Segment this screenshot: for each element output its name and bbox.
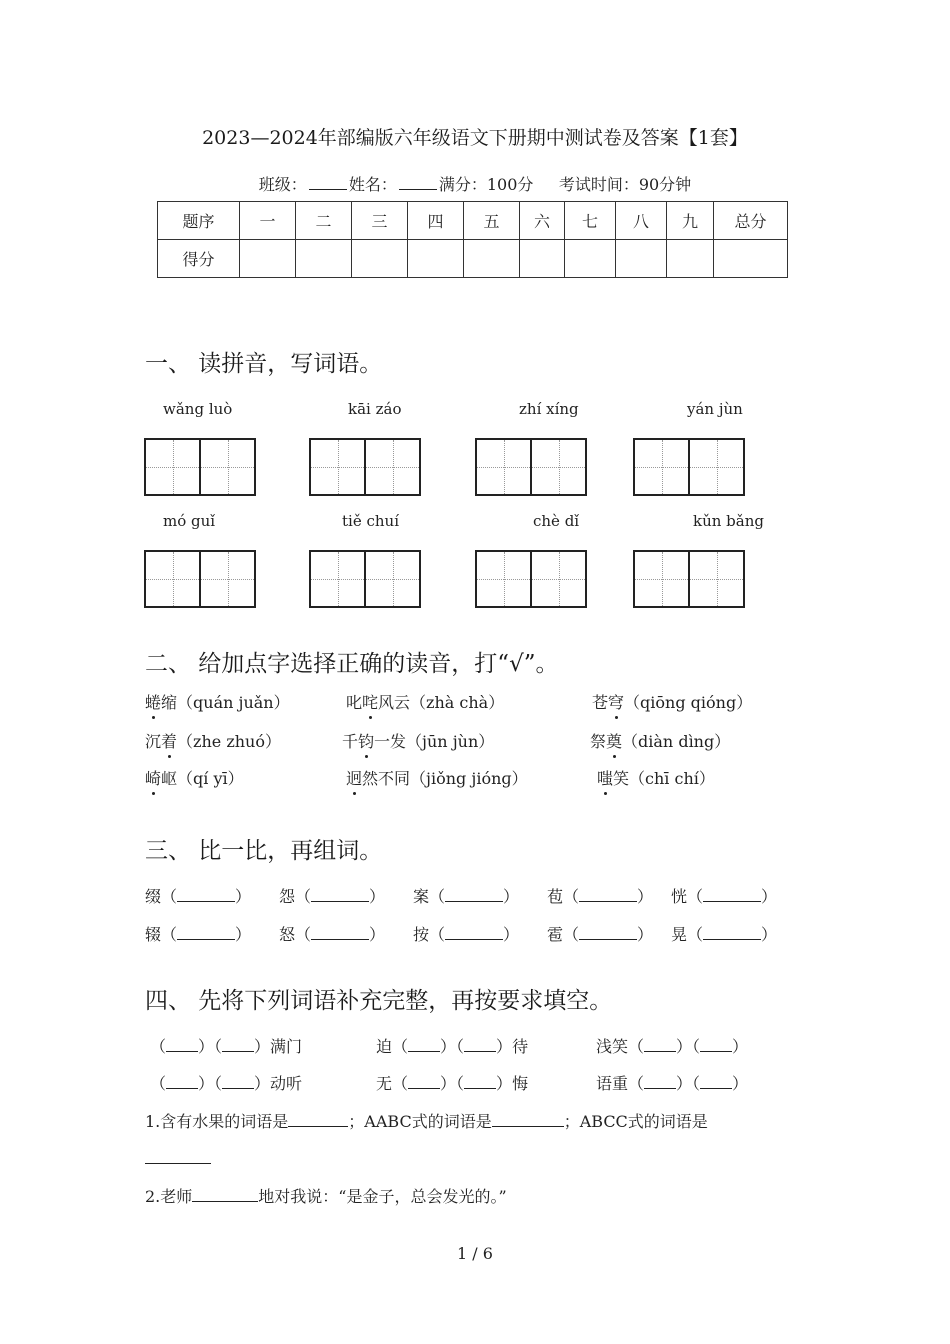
table-cell: 六	[520, 202, 565, 240]
reading-item[interactable]: 蜷缩（quán juǎn）	[145, 690, 290, 713]
score-input-cell[interactable]	[714, 240, 788, 278]
pinyin-label: kǔn bǎng	[693, 512, 764, 530]
writing-grid[interactable]	[633, 438, 745, 496]
writing-grid[interactable]	[633, 550, 745, 608]
section1-heading: 一、 读拼音，写词语。	[145, 351, 383, 377]
idiom-item[interactable]: 语重（ ）（ ）	[596, 1074, 749, 1093]
idiom-item[interactable]: （ ）（ ）动听	[150, 1074, 303, 1093]
reading-item[interactable]: 叱咤风云（zhà chà）	[346, 690, 504, 713]
table-cell: 二	[296, 202, 352, 240]
table-cell: 得分	[158, 240, 240, 278]
name-label: 姓名：	[348, 175, 397, 194]
exam-time: 考试时间：90分钟	[558, 175, 692, 194]
question-2: 2.老师 地对我说：“是金子，总会发光的。”	[145, 1187, 507, 1206]
reading-item[interactable]: 苍穹（qiōng qióng）	[592, 690, 752, 713]
table-cell: 题序	[158, 202, 240, 240]
writing-grid[interactable]	[475, 438, 587, 496]
idiom-item[interactable]: 迫（ ）（ ）待	[376, 1037, 529, 1056]
score-input-cell[interactable]	[464, 240, 520, 278]
section2-heading: 二、 给加点字选择正确的读音，打“√”。	[145, 651, 559, 677]
answer-blank[interactable]	[192, 1185, 258, 1202]
compare-item[interactable]: 雹（ ）	[547, 925, 654, 944]
dotted-char: 着	[161, 729, 177, 752]
compare-item[interactable]: 怨（ ）	[279, 887, 386, 906]
table-cell: 总分	[714, 202, 788, 240]
class-label: 班级：	[258, 175, 307, 194]
pinyin-label: mó guǐ	[163, 512, 216, 530]
answer-blank[interactable]	[492, 1110, 564, 1127]
idiom-item[interactable]: 浅笑（ ）（ ）	[596, 1037, 749, 1056]
score-table	[157, 201, 788, 278]
answer-blank[interactable]	[288, 1110, 348, 1127]
score-table-score-row	[158, 240, 788, 278]
table-cell: 九	[667, 202, 714, 240]
pinyin-label: zhí xíng	[519, 400, 579, 418]
reading-item[interactable]: 沉着（zhe zhuó）	[145, 729, 281, 752]
score-input-cell[interactable]	[296, 240, 352, 278]
score-input-cell[interactable]	[352, 240, 408, 278]
table-cell: 七	[565, 202, 616, 240]
score-table-header-row	[158, 202, 788, 240]
page-title: 2023—2024年部编版六年级语文下册期中测试卷及答案【1套】	[202, 127, 748, 149]
pinyin-label: tiě chuí	[342, 512, 399, 530]
writing-grid[interactable]	[309, 438, 421, 496]
compare-item[interactable]: 缀（ ）	[145, 887, 252, 906]
compare-item[interactable]: 按（ ）	[413, 925, 520, 944]
page-number: 1 / 6	[457, 1244, 493, 1263]
idiom-item[interactable]: （ ）（ ）满门	[150, 1037, 303, 1056]
dotted-char: 咤	[362, 690, 378, 713]
writing-grid[interactable]	[309, 550, 421, 608]
score-input-cell[interactable]	[616, 240, 667, 278]
reading-item[interactable]: 祭奠（diàn dìng）	[590, 729, 730, 752]
table-cell: 一	[240, 202, 296, 240]
dotted-char: 穹	[608, 690, 624, 713]
score-input-cell[interactable]	[408, 240, 464, 278]
score-input-cell[interactable]	[667, 240, 714, 278]
pinyin-label: chè dǐ	[533, 512, 580, 530]
writing-grid[interactable]	[144, 550, 256, 608]
section4-heading: 四、 先将下列词语补充完整，再按要求填空。	[145, 988, 613, 1014]
compare-item[interactable]: 案（ ）	[413, 887, 520, 906]
reading-item[interactable]: 嗤笑（chī chí）	[597, 766, 715, 789]
compare-item[interactable]: 辍（ ）	[145, 925, 252, 944]
pinyin-label: yán jùn	[687, 400, 743, 418]
class-blank	[309, 175, 347, 190]
reading-item[interactable]: 崎岖（qí yī）	[145, 766, 244, 789]
idiom-item[interactable]: 无（ ）（ ）悔	[376, 1074, 529, 1093]
dotted-char: 钧	[358, 729, 374, 752]
section3-heading: 三、 比一比，再组词。	[145, 838, 383, 864]
answer-blank[interactable]	[145, 1147, 211, 1164]
question-1: 1.含有水果的词语是 ；AABC式的词语是 ；ABCC式的词语是	[145, 1112, 708, 1131]
score-input-cell[interactable]	[240, 240, 296, 278]
pinyin-label: kāi záo	[348, 400, 402, 418]
dotted-char: 嗤	[597, 766, 613, 789]
dotted-char: 奠	[606, 729, 622, 752]
table-cell: 五	[464, 202, 520, 240]
table-cell: 三	[352, 202, 408, 240]
compare-item[interactable]: 恍（ ）	[671, 887, 778, 906]
full-score: 满分：100分	[438, 175, 534, 194]
compare-item[interactable]: 苞（ ）	[547, 887, 654, 906]
compare-item[interactable]: 晃（ ）	[671, 925, 778, 944]
dotted-char: 崎	[145, 766, 161, 789]
writing-grid[interactable]	[144, 438, 256, 496]
table-cell: 四	[408, 202, 464, 240]
exam-info	[0, 172, 950, 195]
name-blank	[399, 175, 437, 190]
reading-item[interactable]: 迥然不同（jiǒng jiónɡ）	[346, 766, 528, 789]
compare-item[interactable]: 怒（ ）	[279, 925, 386, 944]
writing-grid[interactable]	[475, 550, 587, 608]
reading-item[interactable]: 千钧一发（jūn jùn）	[342, 729, 494, 752]
pinyin-label: wǎng luò	[163, 400, 233, 418]
dotted-char: 迥	[346, 766, 362, 789]
score-input-cell[interactable]	[565, 240, 616, 278]
score-input-cell[interactable]	[520, 240, 565, 278]
dotted-char: 蜷	[145, 690, 161, 713]
table-cell: 八	[616, 202, 667, 240]
